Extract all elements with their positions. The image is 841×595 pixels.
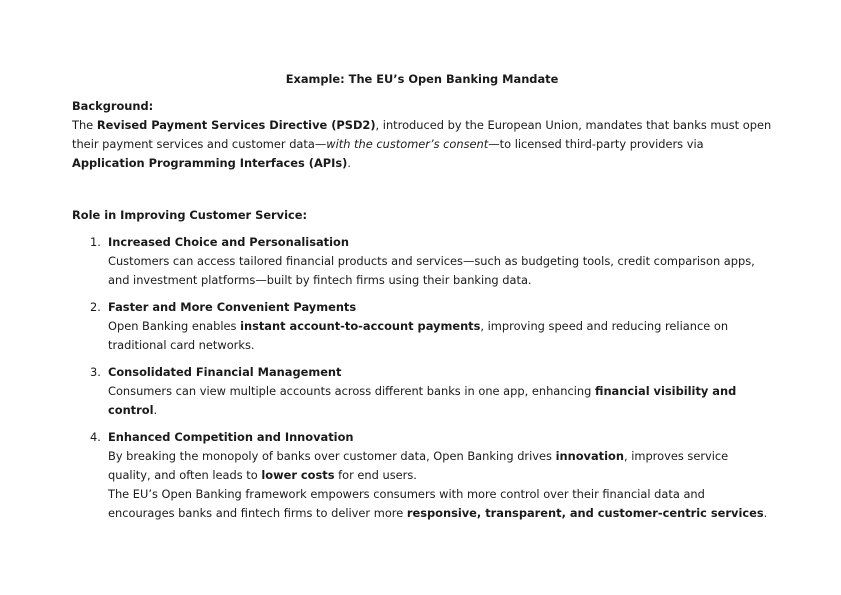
psd2-term: Revised Payment Services Directive (PSD2) — [96, 118, 376, 132]
role-heading: Role in Improving Customer Service: — [72, 208, 308, 222]
list-item — [72, 298, 772, 355]
item-description — [108, 252, 772, 290]
item-text: Consumers can view multiple accounts across different banks in one app, enhancing — [108, 384, 595, 398]
background-text-2: , introduced by the European Union, mandates that banks must open their payment services and customer data— — [72, 118, 772, 151]
item-title: Consolidated Financial Management — [108, 365, 342, 379]
item-title: Faster and More Convenient Payments — [108, 300, 357, 314]
item-emphasis: financial visibility and control — [108, 384, 737, 417]
benefits-list — [72, 233, 772, 523]
summary-paragraph — [108, 485, 772, 523]
summary-emphasis: responsive, transparent, and customer-centric services — [406, 506, 764, 520]
item-emphasis: instant account-to-account payments — [240, 319, 481, 333]
item-description — [108, 447, 772, 485]
consent-phrase: with the customer’s consent — [326, 137, 489, 151]
background-text-4: . — [347, 156, 351, 170]
item-description — [108, 382, 772, 420]
item-text: Open Banking enables — [108, 319, 241, 333]
item-number: 4. — [90, 430, 101, 444]
background-text-1: The — [72, 118, 97, 132]
background-paragraph — [72, 116, 772, 173]
item-text: . — [153, 403, 158, 417]
summary-text: The EU’s Open Banking framework empowers consumers with more control over their financial data and encourages banks and fintech firms to deliver more — [108, 487, 705, 520]
document-page — [72, 70, 772, 531]
item-title: Increased Choice and Personalisation — [108, 235, 349, 249]
item-text: By breaking the monopoly of banks over customer data, Open Banking drives — [108, 449, 556, 463]
list-item — [72, 233, 772, 290]
item-text: Customers can access tailored financial products and services—such as budgeting tools, credit comparison apps, and investment platforms—built by fintech firms using their banking data. — [108, 254, 755, 287]
document-title: Example: The EU’s Open Banking Mandate — [285, 72, 559, 86]
api-term: Application Programming Interfaces (APIs) — [72, 156, 348, 170]
item-emphasis: innovation — [555, 449, 624, 463]
item-number: 3. — [90, 365, 101, 379]
item-number: 1. — [90, 235, 101, 249]
item-text: , improving speed and reducing reliance on traditional card networks. — [108, 319, 729, 352]
item-text: , improves service quality, and often leads to — [108, 449, 729, 482]
background-heading: Background: — [72, 99, 154, 113]
list-item — [72, 428, 772, 523]
background-text-3: —to licensed third-party providers via — [488, 137, 704, 151]
item-description — [108, 317, 772, 355]
list-item — [72, 363, 772, 420]
item-emphasis: lower costs — [261, 468, 335, 482]
item-number: 2. — [90, 300, 101, 314]
summary-text: . — [763, 506, 768, 520]
item-title: Enhanced Competition and Innovation — [108, 430, 354, 444]
item-text: for end users. — [334, 468, 417, 482]
